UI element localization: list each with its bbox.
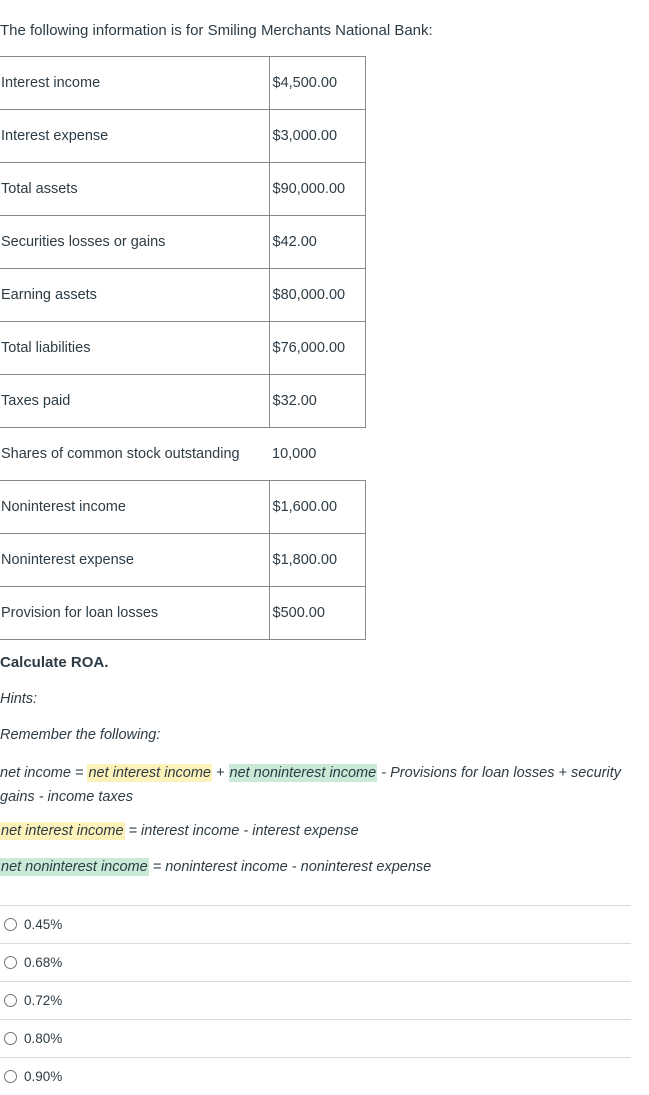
row-value: $4,500.00 — [269, 57, 365, 110]
answer-label[interactable]: 0.90% — [24, 1069, 63, 1084]
row-label: Provision for loan losses — [1, 605, 159, 621]
row-label: Interest expense — [0, 110, 269, 163]
net-noninterest-income-highlight: net noninterest income — [1, 859, 148, 875]
radio-button-icon[interactable] — [4, 1032, 17, 1045]
row-value: $3,000.00 — [269, 110, 365, 163]
row-label: Noninterest expense — [0, 534, 269, 587]
table-row — [0, 110, 365, 163]
row-label: Earning assets — [0, 269, 269, 322]
row-value: $90,000.00 — [269, 163, 365, 216]
formula-rest: - Provisions for loan losses + security gains - income taxes — [0, 765, 621, 805]
formula-rest: = interest income - interest expense — [124, 823, 359, 839]
row-label: Noninterest income — [0, 481, 269, 534]
remember-text: Remember the following: — [0, 727, 161, 743]
answer-label[interactable]: 0.72% — [24, 993, 63, 1008]
answer-option[interactable] — [0, 906, 631, 944]
row-value: $76,000.00 — [269, 322, 365, 375]
row-label: Total liabilities — [0, 322, 269, 375]
row-value: 10,000 — [269, 428, 365, 481]
table-row — [0, 57, 365, 110]
table-row — [0, 534, 365, 587]
radio-button-icon[interactable] — [4, 956, 17, 969]
radio-button-icon[interactable] — [4, 994, 17, 1007]
intro-text: The following information is for Smiling Merchants National Bank: — [0, 22, 433, 39]
net-income-formula — [0, 761, 640, 809]
question-text: Calculate ROA. — [0, 654, 109, 671]
answer-option[interactable] — [0, 982, 631, 1020]
row-value: $500.00 — [269, 587, 365, 640]
net-interest-income-highlight: net interest income — [88, 765, 211, 781]
table-row — [0, 216, 365, 269]
answer-label[interactable]: 0.68% — [24, 955, 63, 970]
row-value: $1,600.00 — [269, 481, 365, 534]
answer-label[interactable]: 0.45% — [24, 917, 63, 932]
answer-options — [0, 905, 631, 1095]
table-row — [0, 163, 365, 216]
row-label: Interest income — [0, 57, 269, 110]
row-value: $32.00 — [269, 375, 365, 428]
row-value: $42.00 — [269, 216, 365, 269]
row-label: Taxes paid — [0, 375, 269, 428]
formula-lhs: net income = — [0, 765, 88, 781]
table-row — [0, 481, 365, 534]
net-noninterest-income-highlight: net noninterest income — [229, 765, 377, 781]
net-interest-income-formula — [0, 823, 359, 839]
row-label: Shares of common stock outstanding — [0, 428, 269, 481]
answer-label[interactable]: 0.80% — [24, 1031, 63, 1046]
table-row — [0, 587, 365, 640]
row-label: Total assets — [0, 163, 269, 216]
table-row — [0, 322, 365, 375]
answer-option[interactable] — [0, 1020, 631, 1058]
answer-option[interactable] — [0, 1058, 631, 1095]
formula-rest: = noninterest income - noninterest expense — [148, 859, 432, 875]
data-table — [0, 56, 366, 640]
net-noninterest-income-formula — [0, 859, 431, 875]
radio-button-icon[interactable] — [4, 918, 17, 931]
table-row — [0, 375, 365, 428]
formula-plus: + — [211, 765, 229, 781]
net-interest-income-highlight: net interest income — [1, 823, 124, 839]
radio-button-icon[interactable] — [4, 1070, 17, 1083]
row-value: $1,800.00 — [269, 534, 365, 587]
row-label: Securities losses or gains — [0, 216, 269, 269]
table-row — [0, 428, 365, 481]
row-value: $80,000.00 — [269, 269, 365, 322]
answer-option[interactable] — [0, 944, 631, 982]
table-row — [0, 269, 365, 322]
hints-label: Hints: — [0, 691, 38, 707]
